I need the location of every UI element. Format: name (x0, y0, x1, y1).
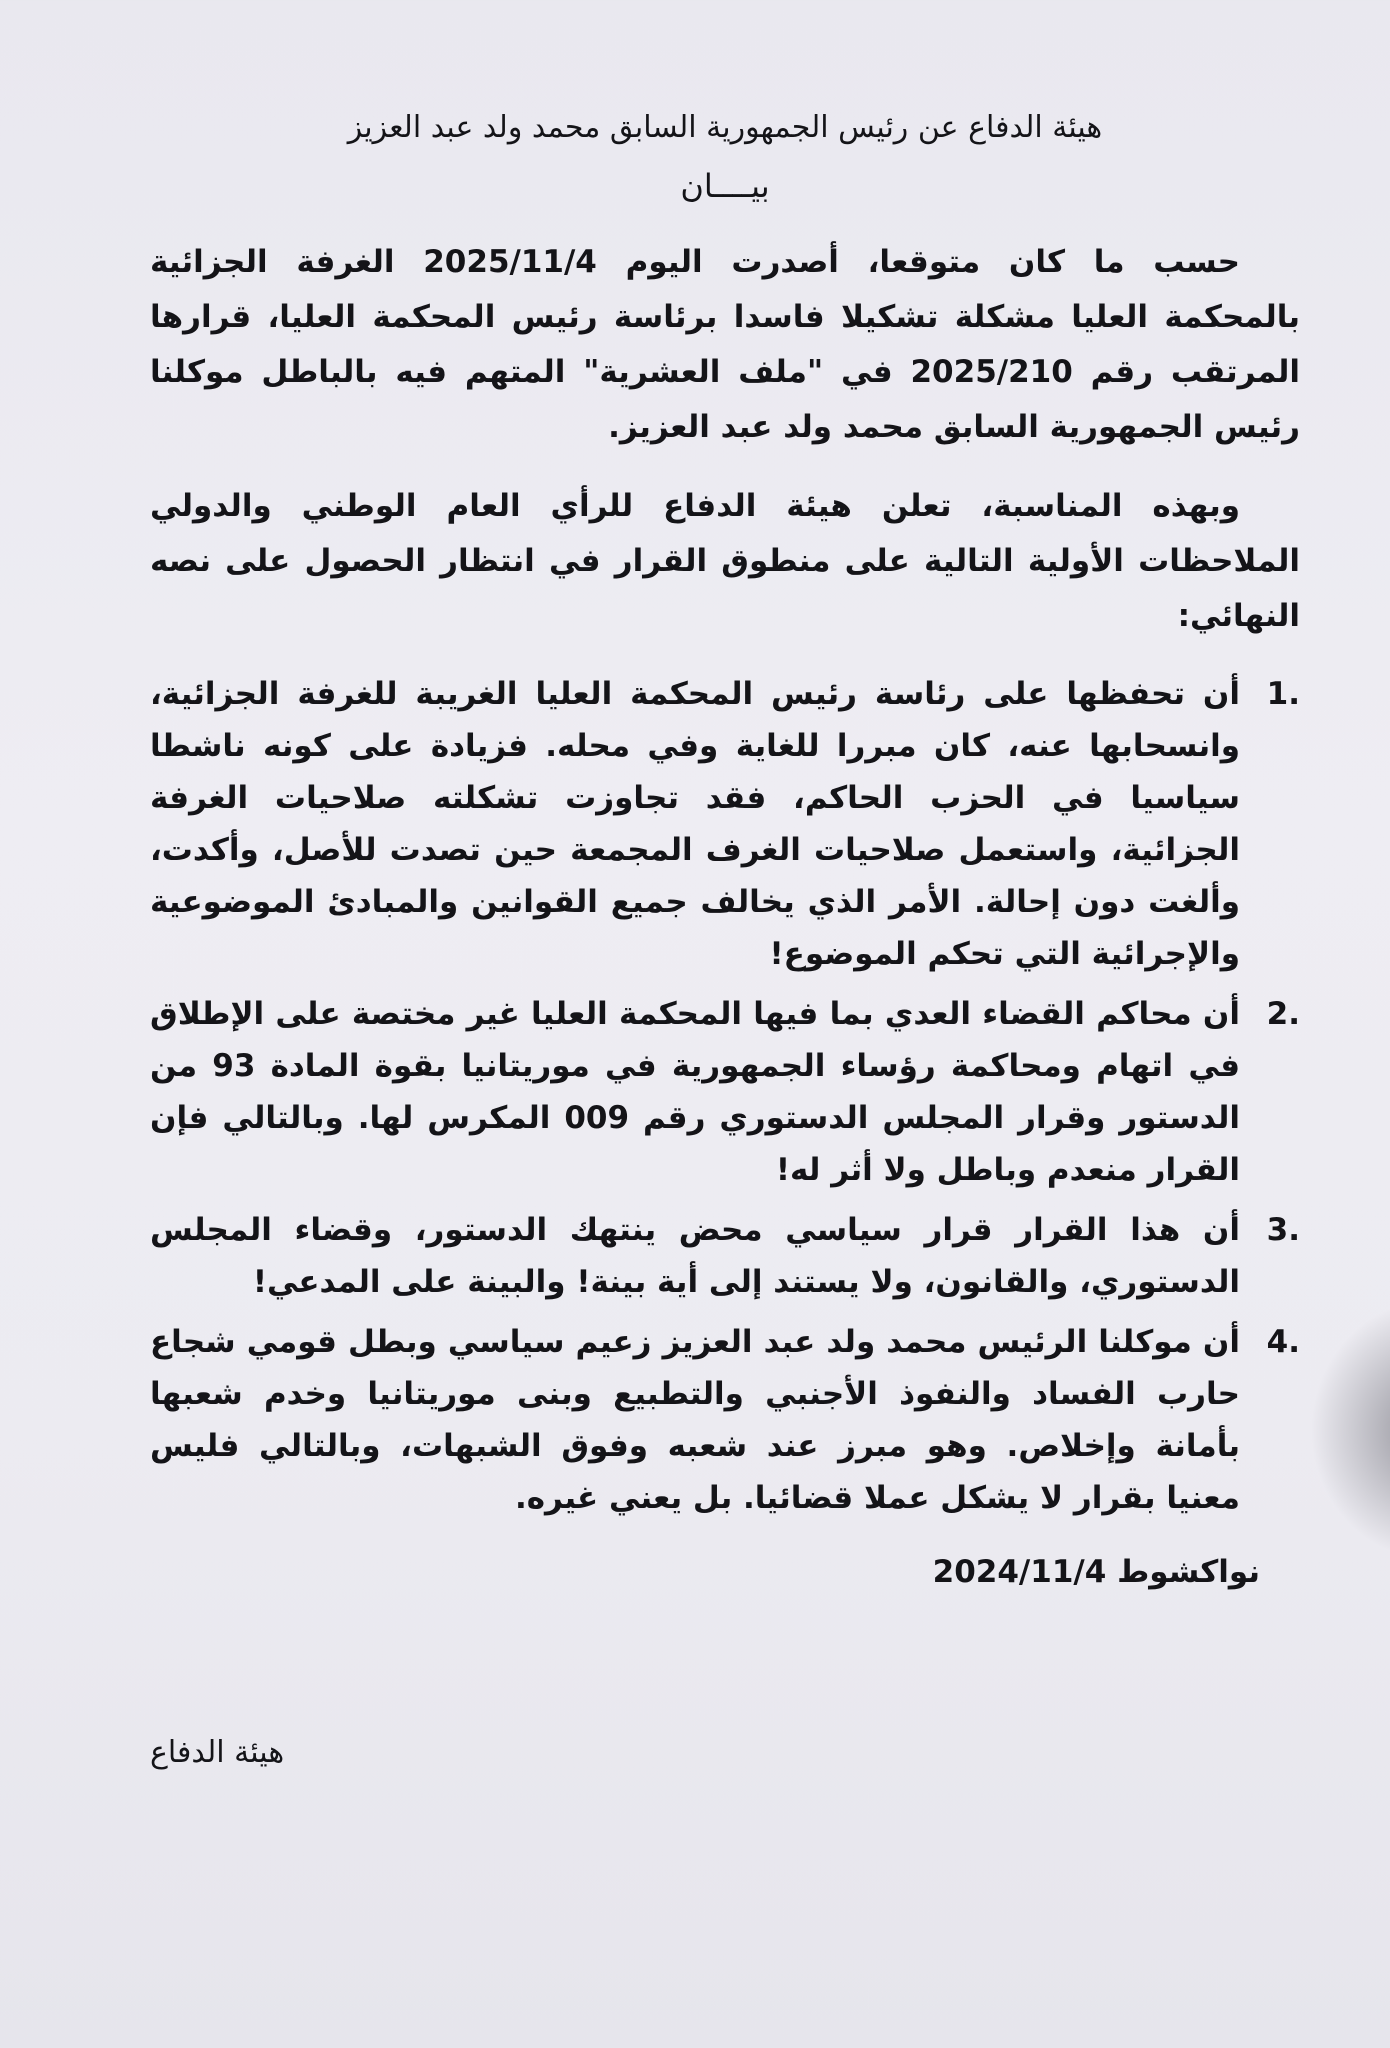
list-item (150, 1316, 1300, 1524)
list-item-number: 3. (1266, 1212, 1300, 1248)
intro-paragraph: حسب ما كان متوقعا، أصدرت اليوم 2025/11/4 الغرفة الجزائية بالمحكمة العليا مشكلة تشكيلا فاسدا برئاسة رئيس المحكمة العليا، قرارها المرتقب رقم 2025/210 في "ملف العشرية" المتهم فيه بالباطل موكلنا رئيس الجمهورية السابق محمد ولد عبد العزيز. (150, 244, 1301, 445)
list-item (150, 988, 1300, 1196)
statement-document (150, 110, 1300, 1590)
list-item (150, 1204, 1300, 1308)
paper-edge-shadow (1310, 1300, 1390, 1560)
signature: هيئة الدفاع (150, 1735, 285, 1770)
document-title: بيــــان (680, 167, 770, 205)
announcement-paragraph: وبهذه المناسبة، تعلن هيئة الدفاع للرأي العام الوطني والدولي الملاحظات الأولية التالية على منطوق القرار في انتظار الحصول على نصه النهائي: (150, 488, 1300, 634)
list-item-number: 2. (1266, 996, 1300, 1032)
dateline: نواكشوط 2024/11/4 (932, 1554, 1260, 1590)
list-item-text: أن محاكم القضاء العدي بما فيها المحكمة العليا غير مختصة على الإطلاق في اتهام ومحاكمة رؤساء الجمهورية في موريتانيا بقوة المادة 93 من الدستور وقرار المجلس الدستوري رقم 009 المكرس لها. وبالتالي فإن القرار منعدم وباطل ولا أثر له! (150, 996, 1240, 1188)
list-item-text: أن تحفظها على رئاسة رئيس المحكمة العليا الغريبة للغرفة الجزائية، وانسحابها عنه، كان مبررا للغاية وفي محله. فزيادة على كونه ناشطا سياسيا في الحزب الحاكم، فقد تجاوزت تشكلته صلاحيات الغرفة الجزائية، واستعمل صلاحيات الغرف المجمعة حين تصدت للأصل، وأكدت، وألغت دون إحالة. الأمر الذي يخالف جميع القوانين والمبادئ الموضوعية والإجرائية التي تحكم الموضوع! (150, 676, 1240, 972)
document-heading: هيئة الدفاع عن رئيس الجمهورية السابق محمد ولد عبد العزيز (347, 110, 1103, 145)
list-item-text: أن هذا القرار قرار سياسي محض ينتهك الدستور، وقضاء المجلس الدستوري، والقانون، ولا يستند إلى أية بينة! والبينة على المدعي! (150, 1212, 1240, 1300)
observations-list (150, 668, 1300, 1524)
list-item (150, 668, 1300, 980)
list-item-number: 1. (1266, 676, 1300, 712)
list-item-text: أن موكلنا الرئيس محمد ولد عبد العزيز زعيم سياسي وبطل قومي شجاع حارب الفساد والنفوذ الأجنبي والتطبيع وبنى موريتانيا وخدم شعبها بأمانة وإخلاص. وهو مبرز عند شعبه وفوق الشبهات، وبالتالي فليس معنيا بقرار لا يشكل عملا قضائيا. بل يعني غيره. (150, 1324, 1240, 1516)
list-item-number: 4. (1266, 1324, 1300, 1360)
